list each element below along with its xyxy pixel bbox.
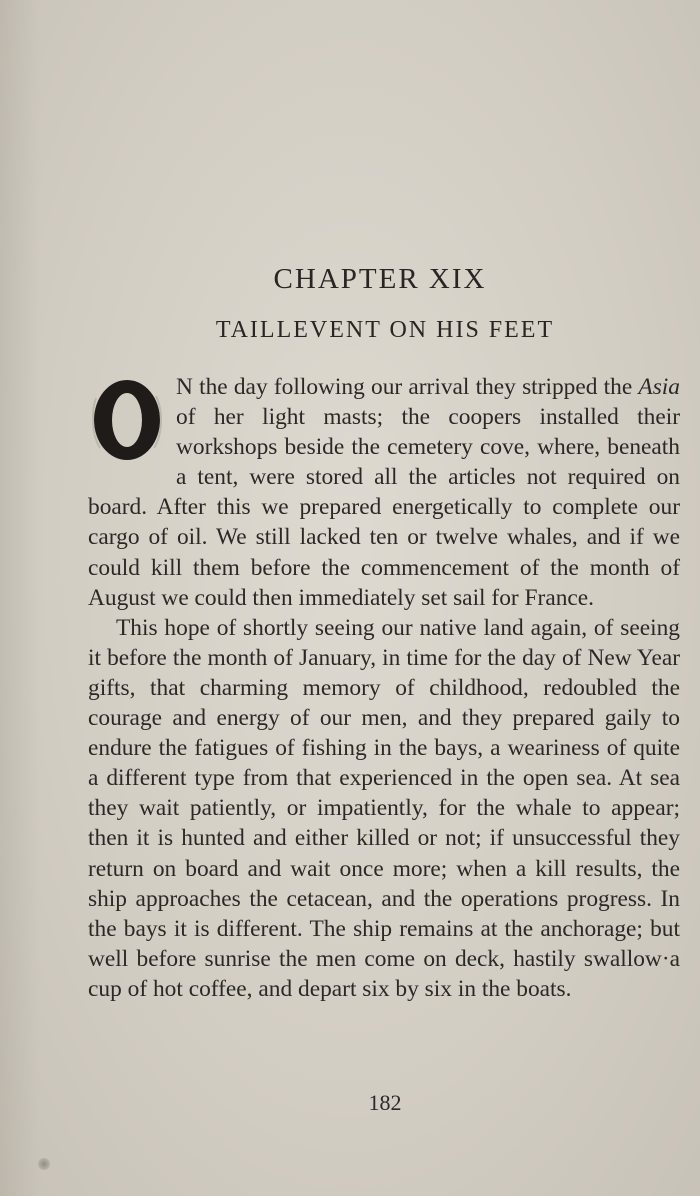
paragraph-1-text-a: N the day following our arrival they stripped the [176, 374, 639, 400]
chapter-body [88, 372, 680, 1004]
drop-cap-glyph [88, 376, 174, 464]
ship-name: Asia [638, 374, 680, 400]
paragraph-1-text-b: of her light masts; the coopers installed their workshops beside the cemetery cove, where, beneath a tent, were stored all the articles not required on board. After this we prepared energetically to complete our cargo of oil. We still lacked ten or twelve whales, and if we could kill them before the commencement of the month of August we could then immediately set sail for France. [88, 404, 680, 611]
paper-stain [38, 1158, 50, 1170]
chapter-subtitle: TAILLEVENT ON HIS FEET [215, 317, 555, 343]
paragraph-1 [88, 372, 680, 613]
page-number: 182 [368, 1090, 402, 1115]
paragraph-2: This hope of shortly seeing our native land again, of seeing it before the month of January, in time for the day of New Year gifts, that charming memory of childhood, redoubled the courage and energy of our men, and they prepared gaily to endure the fatigues of fishing in the bays, a weariness of quite a different type from that experienced in the open sea. At sea they wait patiently, or impatiently, for the whale to appear; then it is hunted and either killed or not; if unsuccessful they return on board and wait once more; when a kill results, the ship approaches the cetacean, and the operations progress. In the bays it is different. The ship remains at the anchorage; but well before sunrise the men come on deck, hastily swallow·a cup of hot coffee, and depart six by six in the boats. [88, 614, 680, 1002]
chapter-title: CHAPTER XIX [273, 263, 487, 295]
drop-cap-o [88, 376, 174, 464]
